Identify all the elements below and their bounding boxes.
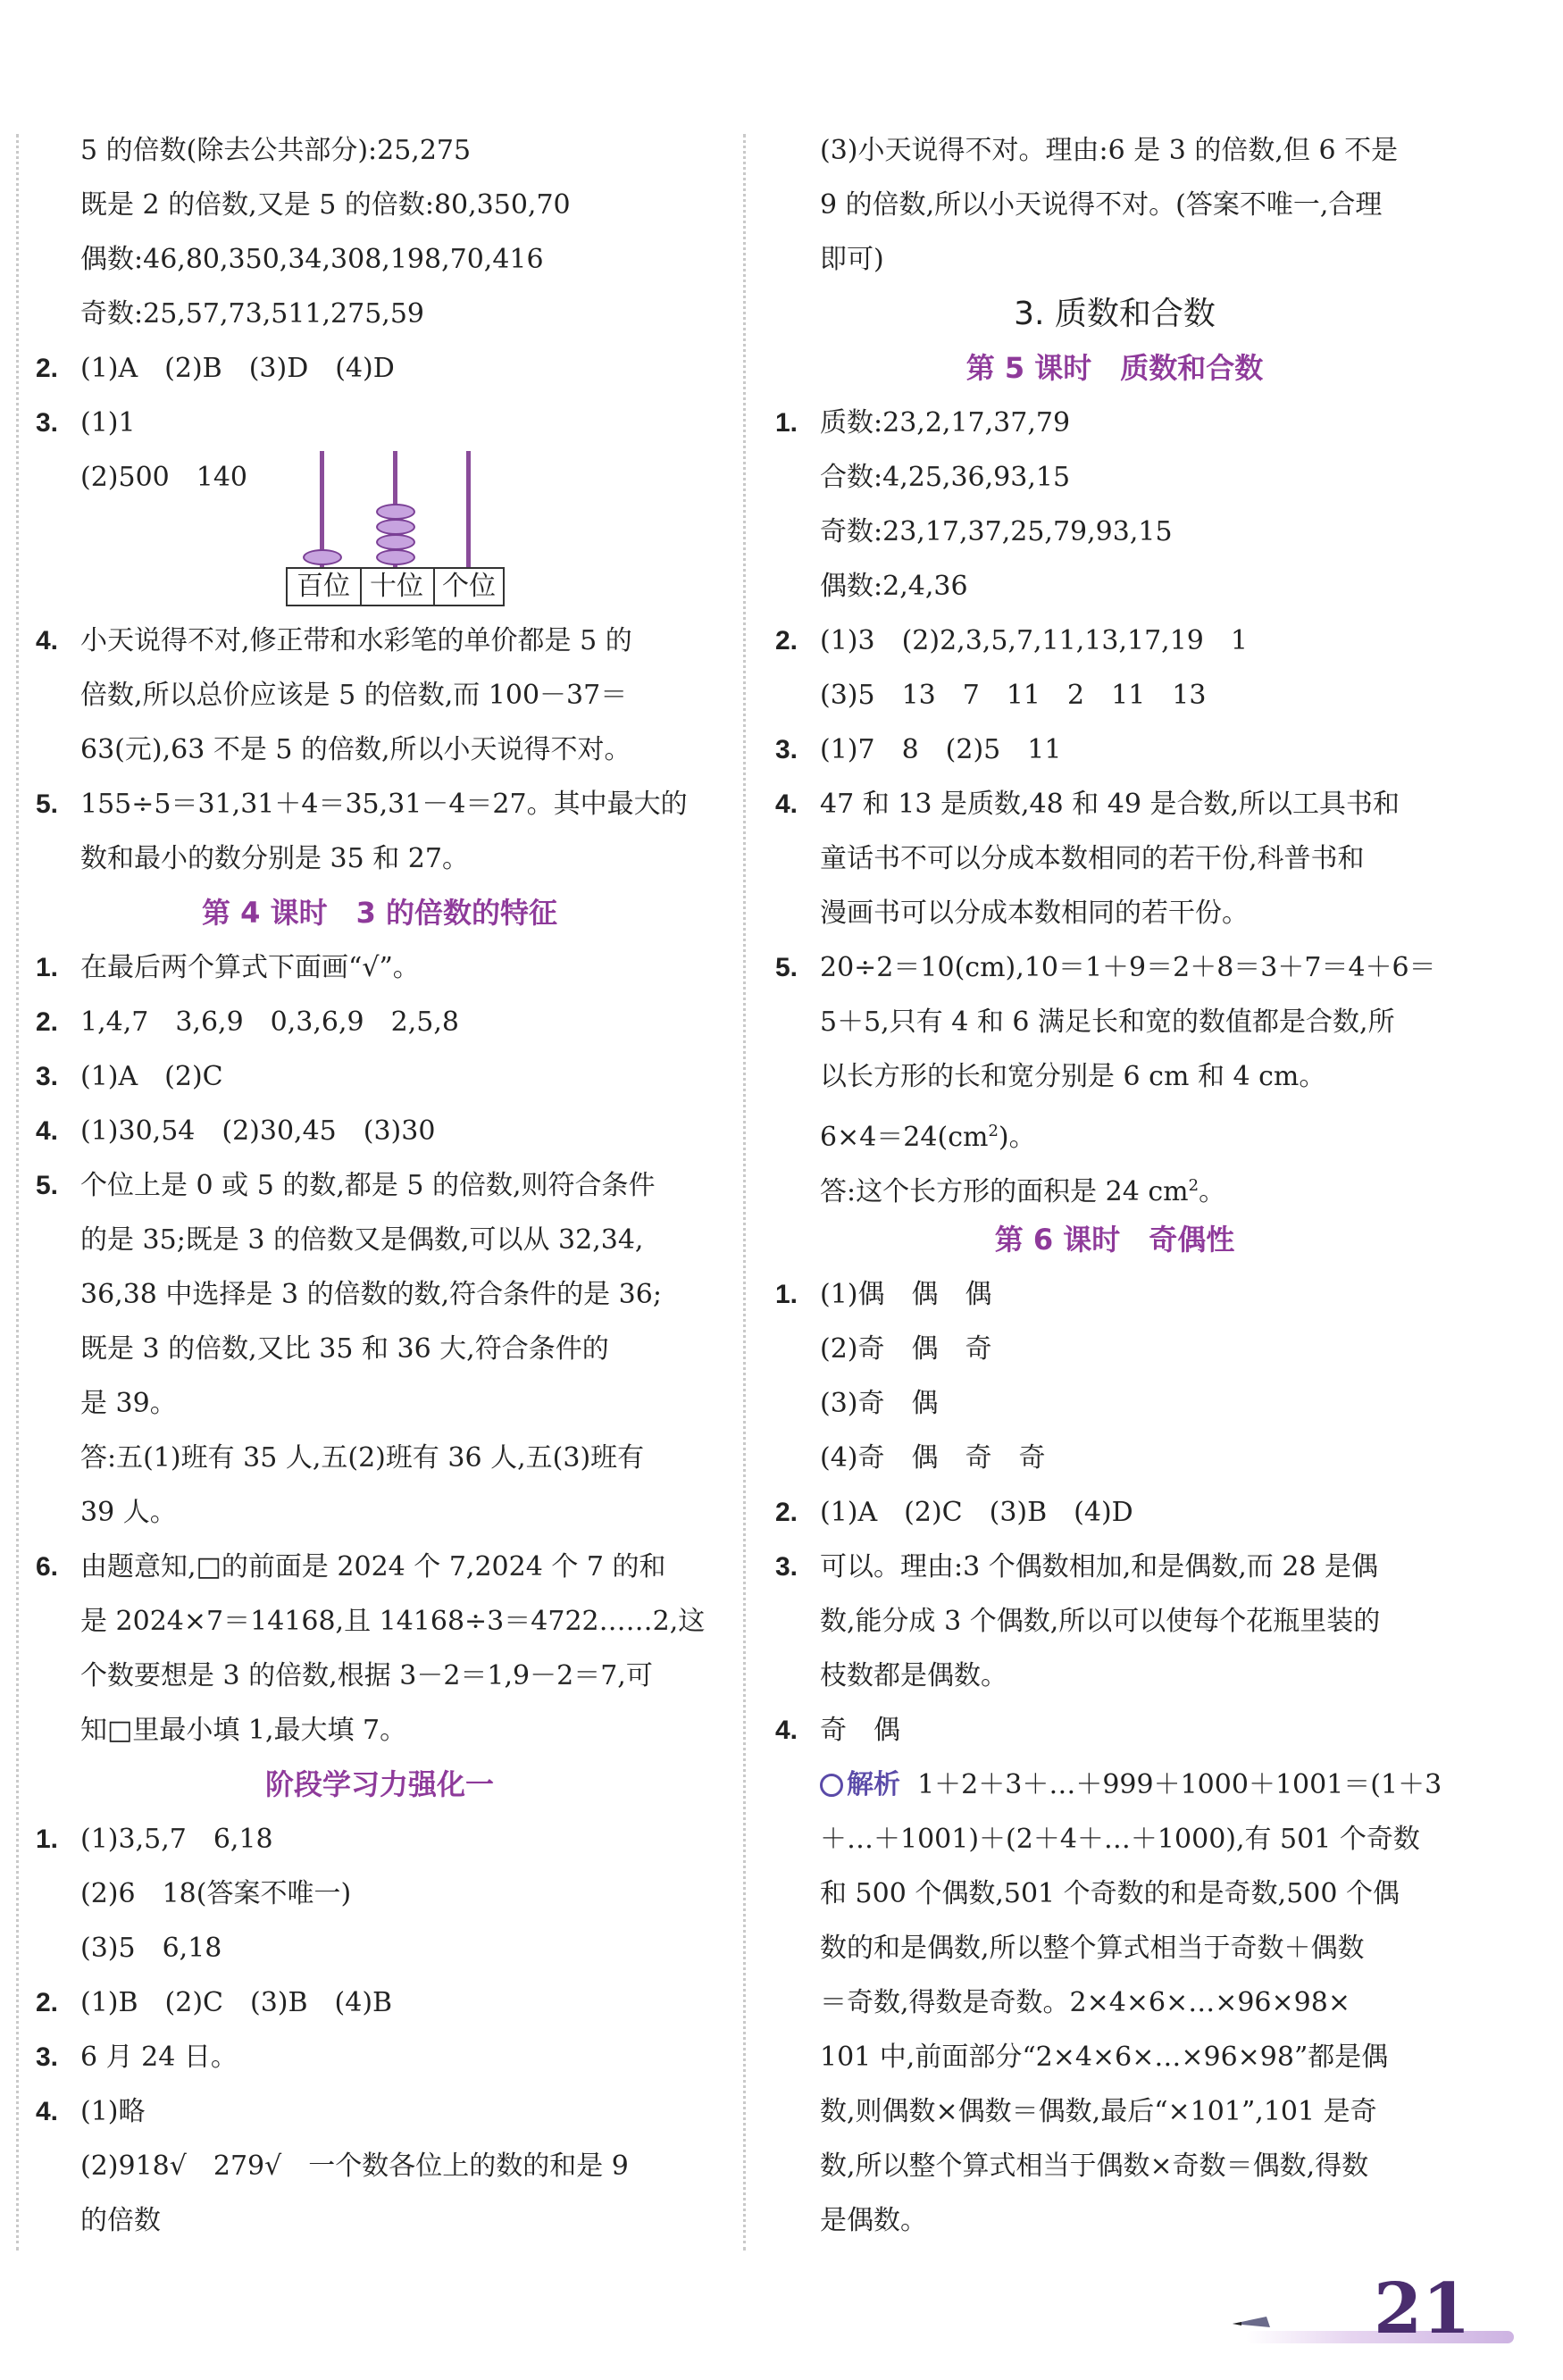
question-3: 3. (1)A (2)C [36,1049,723,1104]
answer-line: 63(元),63 不是 5 的倍数,所以小天说得不对。 [80,734,631,765]
answer-line: (2)奇 偶 奇 [820,1333,992,1365]
question-number: 4. [775,789,798,819]
analysis-line: 101 中,前面部分“2×4×6×…×96×98”都是偶 [820,2042,1389,2073]
question-number: 2. [36,1988,59,2017]
question-1: 1. (1)偶 偶 偶 [775,1267,1454,1322]
answer-line: 答:五(1)班有 35 人,五(2)班有 36 人,五(3)班有 [80,1442,645,1474]
answer-line: 奇数:23,17,37,25,79,93,15 [820,516,1173,547]
question-number: 1. [775,1280,798,1309]
answer-line: 知□里最小填 1,最大填 7。 [80,1715,407,1746]
question-4: 4. 奇 偶 [775,1703,1454,1758]
question-number: 4. [36,1116,59,1146]
analysis-line: 是偶数。 [820,2205,927,2236]
question-2: 2. (1)B (2)C (3)B (4)B [36,1975,723,2030]
question-3: 3. 可以。理由:3 个偶数相加,和是偶数,而 28 是偶 [775,1540,1454,1594]
answer-line: 是 2024×7＝14168,且 14168÷3＝4722……2,这 [80,1606,706,1637]
abacus-bead [376,504,415,520]
question-number: 5. [36,1171,59,1200]
answer-line: 答:这个长方形的面积是 24 $cm^2$。 [820,1176,1226,1207]
question-1: 1. (1)3,5,7 6,18 [36,1812,723,1866]
answer-line: 奇数:25,57,73,511,275,59 [80,298,425,330]
answer-line: 5 的倍数(除去公共部分):25,275 [80,135,472,166]
answer-line: 9 的倍数,所以小天说得不对。(答案不唯一,合理 [820,189,1383,221]
abacus-bead [303,549,342,565]
answer-line: (2)918√ 279√ 一个数各位上的数的和是 9 [80,2150,629,2182]
answer-line: 39 人。 [80,1497,177,1528]
question-4: 4. (1)30,54 (2)30,45 (3)30 [36,1104,723,1158]
stage-heading: 阶段学习力强化一 [264,1767,494,1801]
answer-line: 既是 2 的倍数,又是 5 的倍数:80,350,70 [80,189,571,221]
question-5: 5. 个位上是 0 或 5 的数,都是 5 的倍数,则符合条件 [36,1158,723,1213]
question-4: 4. 小天说得不对,修正带和水彩笔的单价都是 5 的 [36,614,723,668]
analysis-line: ＝奇数,得数是奇数。2×4×6×…×96×98× [820,1987,1350,2018]
page-number: 21 [1374,2268,1471,2350]
answer-line: 是 39。 [80,1388,177,1419]
question-number: 3. [775,735,798,764]
question-2: 2. (1)A (2)C (3)B (4)D [775,1485,1454,1540]
question-number: 2. [36,354,59,383]
abacus-bead [376,519,415,535]
question-number: 4. [775,1716,798,1745]
question-1: 1. 在最后两个算式下面画“√”。 [36,940,723,995]
question-2: 2. (1)3 (2)2,3,5,7,11,13,17,19 1 [775,614,1454,668]
left-margin-rule [16,134,19,2251]
answer-line: 5＋5,只有 4 和 6 满足长和宽的数值都是合数,所 [820,1006,1395,1038]
abacus-bead [376,549,415,565]
question-5: 5. 155÷5＝31,31＋4＝35,31－4＝27。其中最大的 [36,777,723,831]
answer-line: 偶数:46,80,350,34,308,198,70,416 [80,244,544,275]
right-column [775,123,1454,2248]
pencil-icon [1231,2304,1284,2340]
place-label-ones: 个位 [442,571,496,602]
question-number: 5. [775,953,798,982]
question-4: 4. 47 和 13 是质数,48 和 49 是合数,所以工具书和 [775,777,1454,831]
column-divider [743,134,746,2251]
question-number: 1. [775,408,798,438]
answer-line: 36,38 中选择是 3 的倍数的数,符合条件的是 36; [80,1279,662,1310]
question-number: 4. [36,626,59,656]
question-number: 2. [775,626,798,656]
question-4: 4. (1)略 [36,2084,723,2139]
answer-line: 个数要想是 3 的倍数,根据 3－2＝1,9－2＝7,可 [80,1660,653,1691]
answer-line: 童话书不可以分成本数相同的若干份,科普书和 [820,843,1365,874]
analysis-tag: 解析 [820,1769,900,1800]
lesson-heading: 第 5 课时 质数和合数 [965,351,1264,385]
analysis-line: 数的和是偶数,所以整个算式相当于奇数＋偶数 [820,1933,1365,1964]
analysis-line: ＋…＋1001)＋(2＋4＋…＋1000),有 501 个奇数 [820,1824,1420,1855]
answer-line: (3)5 13 7 11 2 11 13 [820,680,1207,711]
question-number: 5. [36,789,59,819]
answer-line: 偶数:2,4,36 [820,571,968,602]
question-number: 2. [36,1007,59,1037]
answer-line: $6\times 4=24(cm^2)$。 [820,1122,1036,1153]
answer-line: (2)500 140 [80,462,248,493]
answer-line: 数和最小的数分别是 35 和 27。 [80,843,469,874]
analysis-line: 数,所以整个算式相当于偶数×奇数＝偶数,得数 [820,2150,1369,2182]
question-number: 4. [36,2097,59,2126]
question-number: 3. [36,2042,59,2072]
question-3: 3. (1)1 [36,396,723,450]
answer-line: 枝数都是偶数。 [820,1660,1007,1691]
question-3: 3. 6 月 24 日。 [36,2030,723,2084]
question-number: 1. [36,953,59,982]
abacus-bead [376,534,415,550]
left-column [36,123,723,2248]
question-2: 2. 1,4,7 3,6,9 0,3,6,9 2,5,8 [36,995,723,1049]
question-number: 3. [36,408,59,438]
answer-line: (3)奇 偶 [820,1388,939,1419]
place-label-hundreds: 百位 [297,571,350,602]
question-2: 2. (1)A (2)B (3)D (4)D [36,341,723,396]
analysis-line: 数,则偶数×偶数＝偶数,最后“×101”,101 是奇 [820,2096,1377,2127]
answer-line: (4)奇 偶 奇 奇 [820,1442,1046,1474]
question-1: 1. 质数:23,2,17,37,79 [775,396,1454,450]
abacus-place-labels [286,567,505,606]
abacus-rod-ones [466,451,471,574]
answer-line: (3)5 6,18 [80,1933,222,1964]
analysis-line: 解析 1＋2＋3＋…＋999＋1000＋1001＝(1＋3 [775,1758,1454,1812]
analysis-line: 和 500 个偶数,501 个奇数的和是奇数,500 个偶 [820,1878,1400,1909]
answer-line: 漫画书可以分成本数相同的若干份。 [820,898,1249,929]
answer-line: 合数:4,25,36,93,15 [820,462,1071,493]
question-6: 6. 由题意知,□的前面是 2024 个 7,2024 个 7 的和 [36,1540,723,1594]
answer-line: 倍数,所以总价应该是 5 的倍数,而 100－37＝ [80,680,628,711]
abacus-figure [286,451,509,612]
analysis-icon [820,1774,843,1797]
answer-line: 既是 3 的倍数,又比 35 和 36 大,符合条件的 [80,1333,609,1365]
answer-line: 即可) [820,244,884,275]
answer-line: 的倍数 [80,2205,161,2236]
question-3: 3. (1)7 8 (2)5 11 [775,722,1454,777]
question-5: 5. 20÷2＝10(cm),10＝1＋9＝2＋8＝3＋7＝4＋6＝ [775,940,1454,995]
section-title: 3. 质数和合数 [1014,296,1216,332]
question-number: 3. [775,1552,798,1582]
lesson-heading: 第 6 课时 奇偶性 [994,1223,1235,1257]
answer-line: (2)6 18(答案不唯一) [80,1878,352,1909]
place-label-tens: 十位 [370,571,423,602]
answer-line: 以长方形的长和宽分别是 6 cm 和 4 cm。 [820,1061,1326,1092]
question-number: 2. [775,1498,798,1527]
question-number: 1. [36,1825,59,1854]
answer-line: 的是 35;既是 3 的倍数又是偶数,可以从 32,34, [80,1224,644,1256]
answer-line: (3)小天说得不对。理由:6 是 3 的倍数,但 6 不是 [820,135,1399,166]
question-number: 3. [36,1062,59,1091]
question-number: 6. [36,1552,59,1582]
answer-line: 数,能分成 3 个偶数,所以可以使每个花瓶里装的 [820,1606,1381,1637]
lesson-heading: 第 4 课时 3 的倍数的特征 [202,896,557,930]
